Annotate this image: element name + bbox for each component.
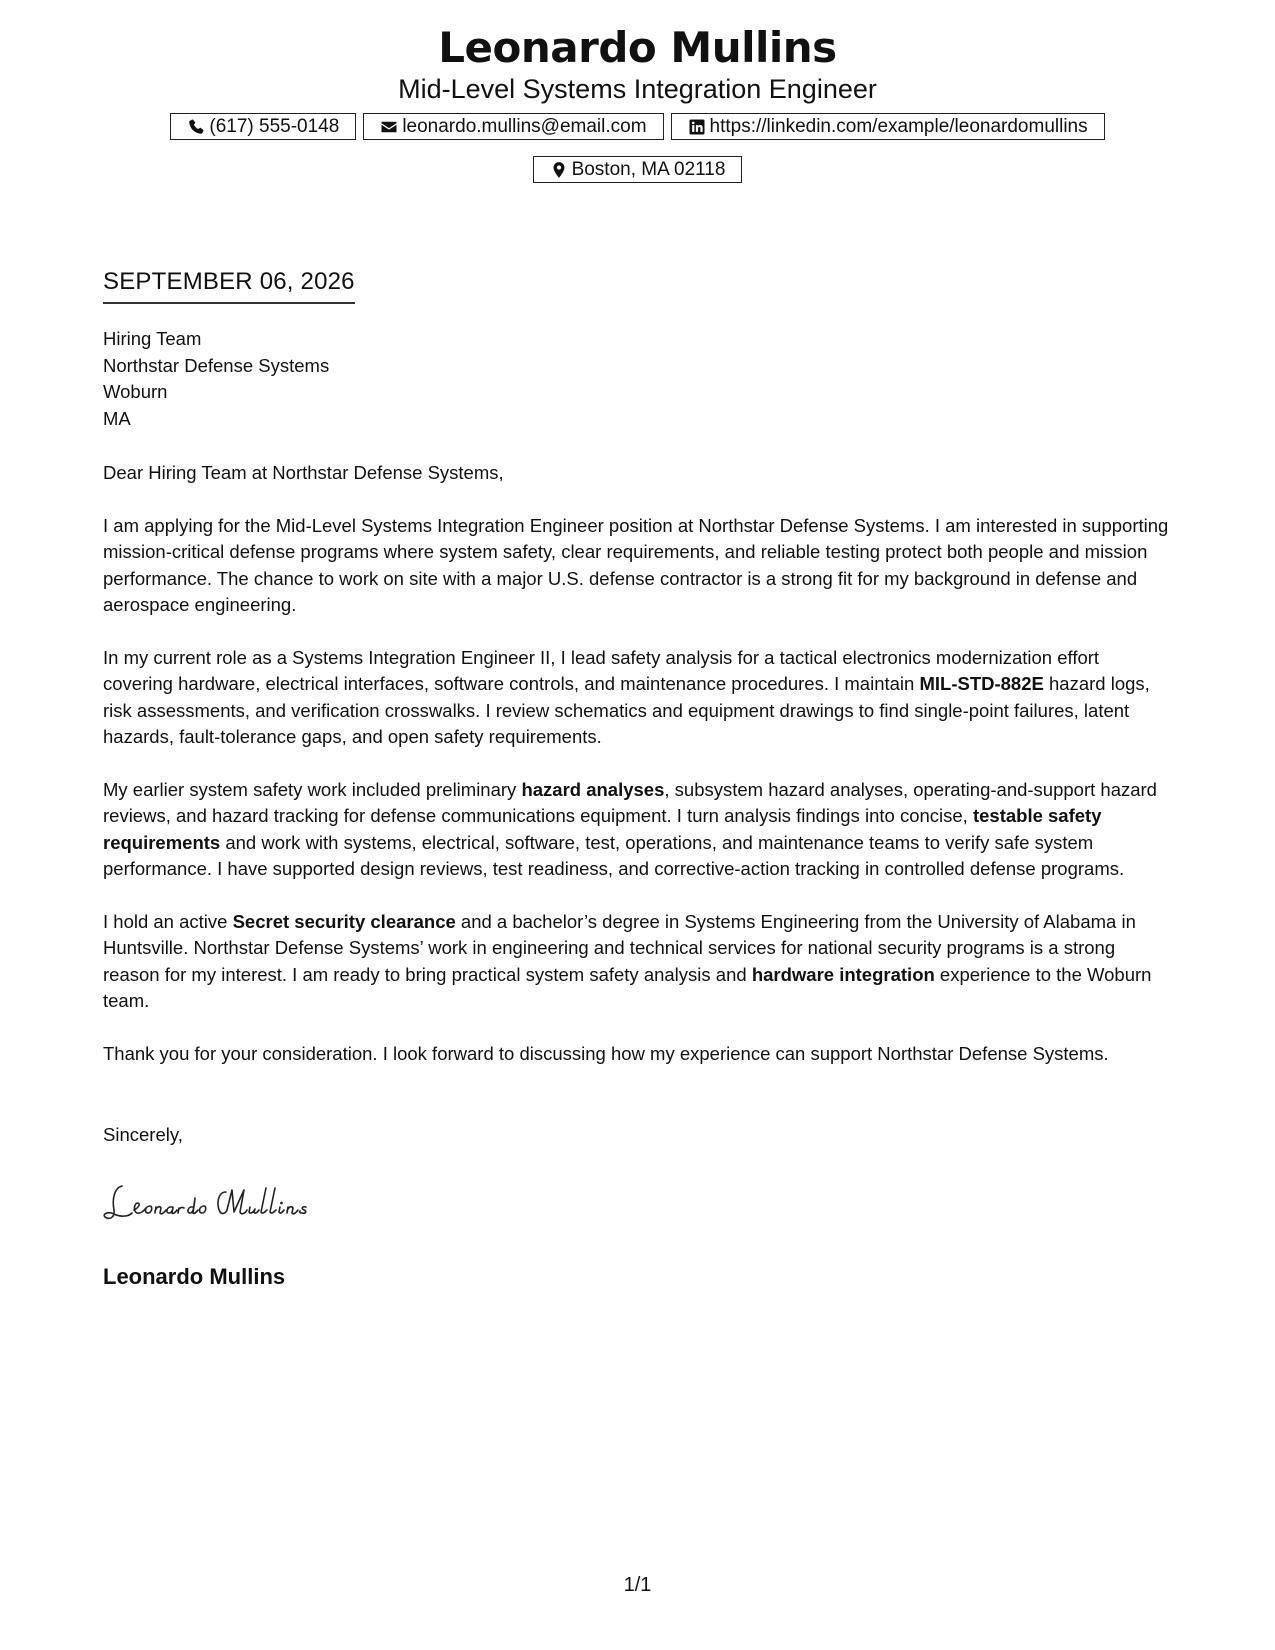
highlight: Secret security clearance xyxy=(232,910,456,932)
signature-icon xyxy=(100,1178,370,1228)
job-title: Mid-Level Systems Integration Engineer xyxy=(398,74,877,104)
body-paragraph: In my current role as a Systems Integration Engineer II, I lead safety analysis for a tactical electronics modernization effort covering hardware, electrical interfaces, software controls, and maintenance procedures. I maintain MIL-STD-882E hazard logs, risk assessments, and verification crosswalks. I review schematics and equipment drawings to find single-point failures, latent hazards, fault-tolerance gaps, and open safety requirements. xyxy=(103,646,1150,747)
recipient-block xyxy=(103,326,329,432)
highlight: hazard analyses xyxy=(521,778,665,800)
highlight: MIL-STD-882E xyxy=(919,673,1044,694)
map-pin-icon xyxy=(550,161,568,179)
letter-body xyxy=(103,460,1173,1093)
phone-icon xyxy=(187,118,205,136)
highlight: hardware integration xyxy=(751,963,935,985)
page-number: 1/1 xyxy=(623,1574,652,1596)
envelope-icon xyxy=(380,118,398,136)
handwritten-signature xyxy=(100,1178,370,1233)
body-paragraph: I am applying for the Mid-Level Systems Integration Engineer position at Northstar Defense Systems. I am interested in supporting mission-critical defense programs where system safety, clear requirements, and reliable testing protect both people and mission performance. The chance to work on site with a major U.S. defense contractor is a strong fit for my background in defense and aerospace engineering. xyxy=(103,514,1169,615)
body-paragraph: My earlier system safety work included preliminary hazard analyses, subsystem hazard analyses, operating-and-support hazard reviews, and hazard tracking for defense communications equipment. I turn analysis findings into concise, testable safety requirements and work with systems, electrical, software, test, operations, and maintenance teams to verify safe system performance. I have supported design reviews, test readiness, and corrective-action tracking in controlled defense programs. xyxy=(103,778,1157,879)
recipient-line: MA xyxy=(103,407,131,429)
closing: Sincerely, xyxy=(103,1124,183,1145)
phone-text: (617) 555-0148 xyxy=(209,115,340,137)
linkedin-chip[interactable] xyxy=(671,113,1105,140)
body-paragraph: I hold an active Secret security clearance and a bachelor’s degree in Systems Engineering from the University of Alabama in Huntsville. Northstar Defense Systems’ work in engineering and technical services for national security programs is a strong reason for my interest. I am ready to bring practical system safety analysis and hardware integration experience to the Woburn team. xyxy=(103,910,1152,1011)
letter-date: SEPTEMBER 06, 2026 xyxy=(103,266,355,304)
phone-chip[interactable] xyxy=(170,113,356,140)
location-chip xyxy=(533,156,743,183)
recipient-line: Northstar Defense Systems xyxy=(103,354,330,376)
highlight: testable safety requirements xyxy=(103,805,1102,853)
linkedin-icon xyxy=(688,118,706,136)
signer-name: Leonardo Mullins xyxy=(103,1264,286,1289)
location-text: Boston, MA 02118 xyxy=(571,158,726,180)
recipient-line: Hiring Team xyxy=(103,328,202,349)
body-paragraph: Thank you for your consideration. I look forward to discussing how my experience can support Northstar Defense Systems. xyxy=(103,1042,1109,1064)
recipient-line: Woburn xyxy=(103,381,168,402)
email-text: leonardo.mullins@email.com xyxy=(402,115,647,137)
applicant-name: Leonardo Mullins xyxy=(438,23,837,72)
linkedin-text: https://linkedin.com/example/leonardomullins xyxy=(709,115,1088,137)
salutation: Dear Hiring Team at Northstar Defense Systems, xyxy=(103,462,504,483)
contact-bar xyxy=(0,113,1275,183)
email-chip[interactable] xyxy=(363,113,663,140)
